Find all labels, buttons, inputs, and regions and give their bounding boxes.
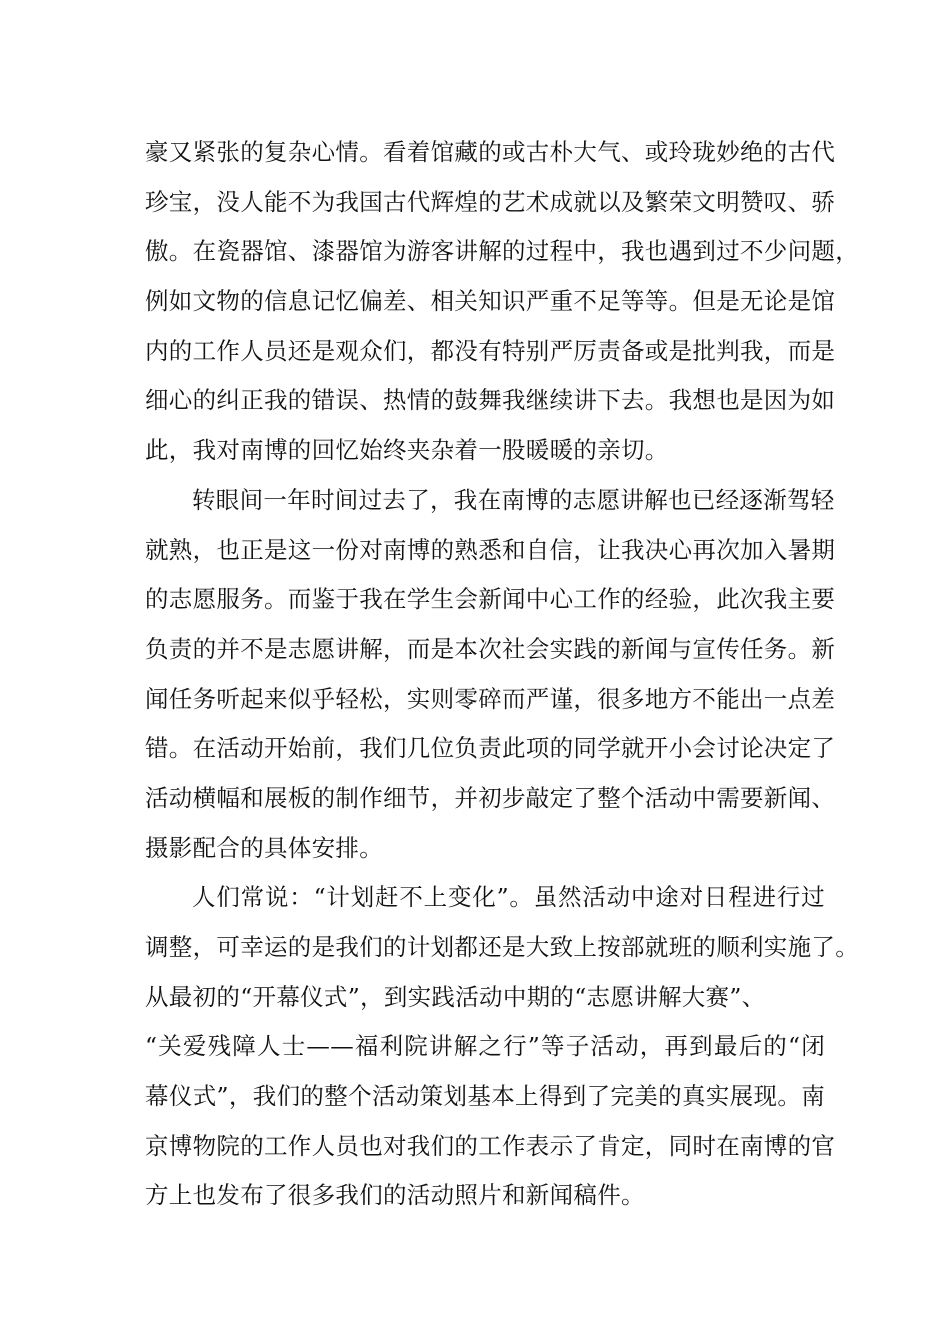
paragraph-3-line-7: 方上也发布了很多我们的活动照片和新闻稿件。 [145,1181,645,1210]
paragraph-3-line-5: 幕仪式”，我们的整个活动策划基本上得到了完美的真实展现。南 [145,1082,825,1111]
paragraph-2-line-5: 闻任务听起来似乎轻松，实则零碎而严谨，很多地方不能出一点差 [145,684,836,713]
paragraph-1-line-1: 豪又紧张的复杂心情。看着馆藏的或古朴大气、或玲珑妙绝的古代 [145,138,836,166]
paragraph-1-line-5: 内的工作人员还是观众们，都没有特别严厉责备或是批判我，而是 [145,336,836,365]
paragraph-1-line-6: 细心的纠正我的错误、热情的鼓舞我继续讲下去。我想也是因为如 [145,386,836,415]
paragraph-2-line-4: 负责的并不是志愿讲解，而是本次社会实践的新闻与宣传任务。新 [145,634,836,663]
paragraph-3-line-4: “关爱残障人士——福利院讲解之行”等子活动，再到最后的“闭 [145,1032,825,1061]
paragraph-3-line-3: 从最初的“开幕仪式”，到实践活动中期的“志愿讲解大赛”、 [145,982,766,1011]
paragraph-1-line-2: 珍宝，没人能不为我国古代辉煌的艺术成就以及繁荣文明赞叹、骄 [145,187,836,216]
paragraph-2-line-6: 错。在活动开始前，我们几位负责此项的同学就开小会讨论决定了 [145,734,836,763]
paragraph-3-line-1: 人们常说：“计划赶不上变化”。虽然活动中途对日程进行过 [192,883,825,912]
paragraph-1-line-7: 此，我对南博的回忆始终夹杂着一股暖暖的亲切。 [145,436,669,465]
paragraph-2-line-1: 转眼间一年时间过去了，我在南博的志愿讲解也已经逐渐驾轻 [192,485,835,514]
paragraph-2-line-8: 摄影配合的具体安排。 [145,833,383,862]
paragraph-1-line-3: 傲。在瓷器馆、漆器馆为游客讲解的过程中，我也遇到过不少问题， [145,237,859,266]
paragraph-1-line-4: 例如文物的信息记忆偏差、相关知识严重不足等等。但是无论是馆 [145,287,836,316]
body-text [145,128,859,1221]
paragraph-3-line-2: 调整，可幸运的是我们的计划都还是大致上按部就班的顺利实施了。 [145,933,859,961]
paragraph-2-line-3: 的志愿服务。而鉴于我在学生会新闻中心工作的经验，此次我主要 [145,585,836,614]
paragraph-3-line-6: 京博物院的工作人员也对我们的工作表示了肯定，同时在南博的官 [145,1131,836,1160]
paragraph-2-line-7: 活动横幅和展板的制作细节，并初步敲定了整个活动中需要新闻、 [145,783,836,812]
paragraph-2-line-2: 就熟，也正是这一份对南博的熟悉和自信，让我决心再次加入暑期 [145,535,836,564]
